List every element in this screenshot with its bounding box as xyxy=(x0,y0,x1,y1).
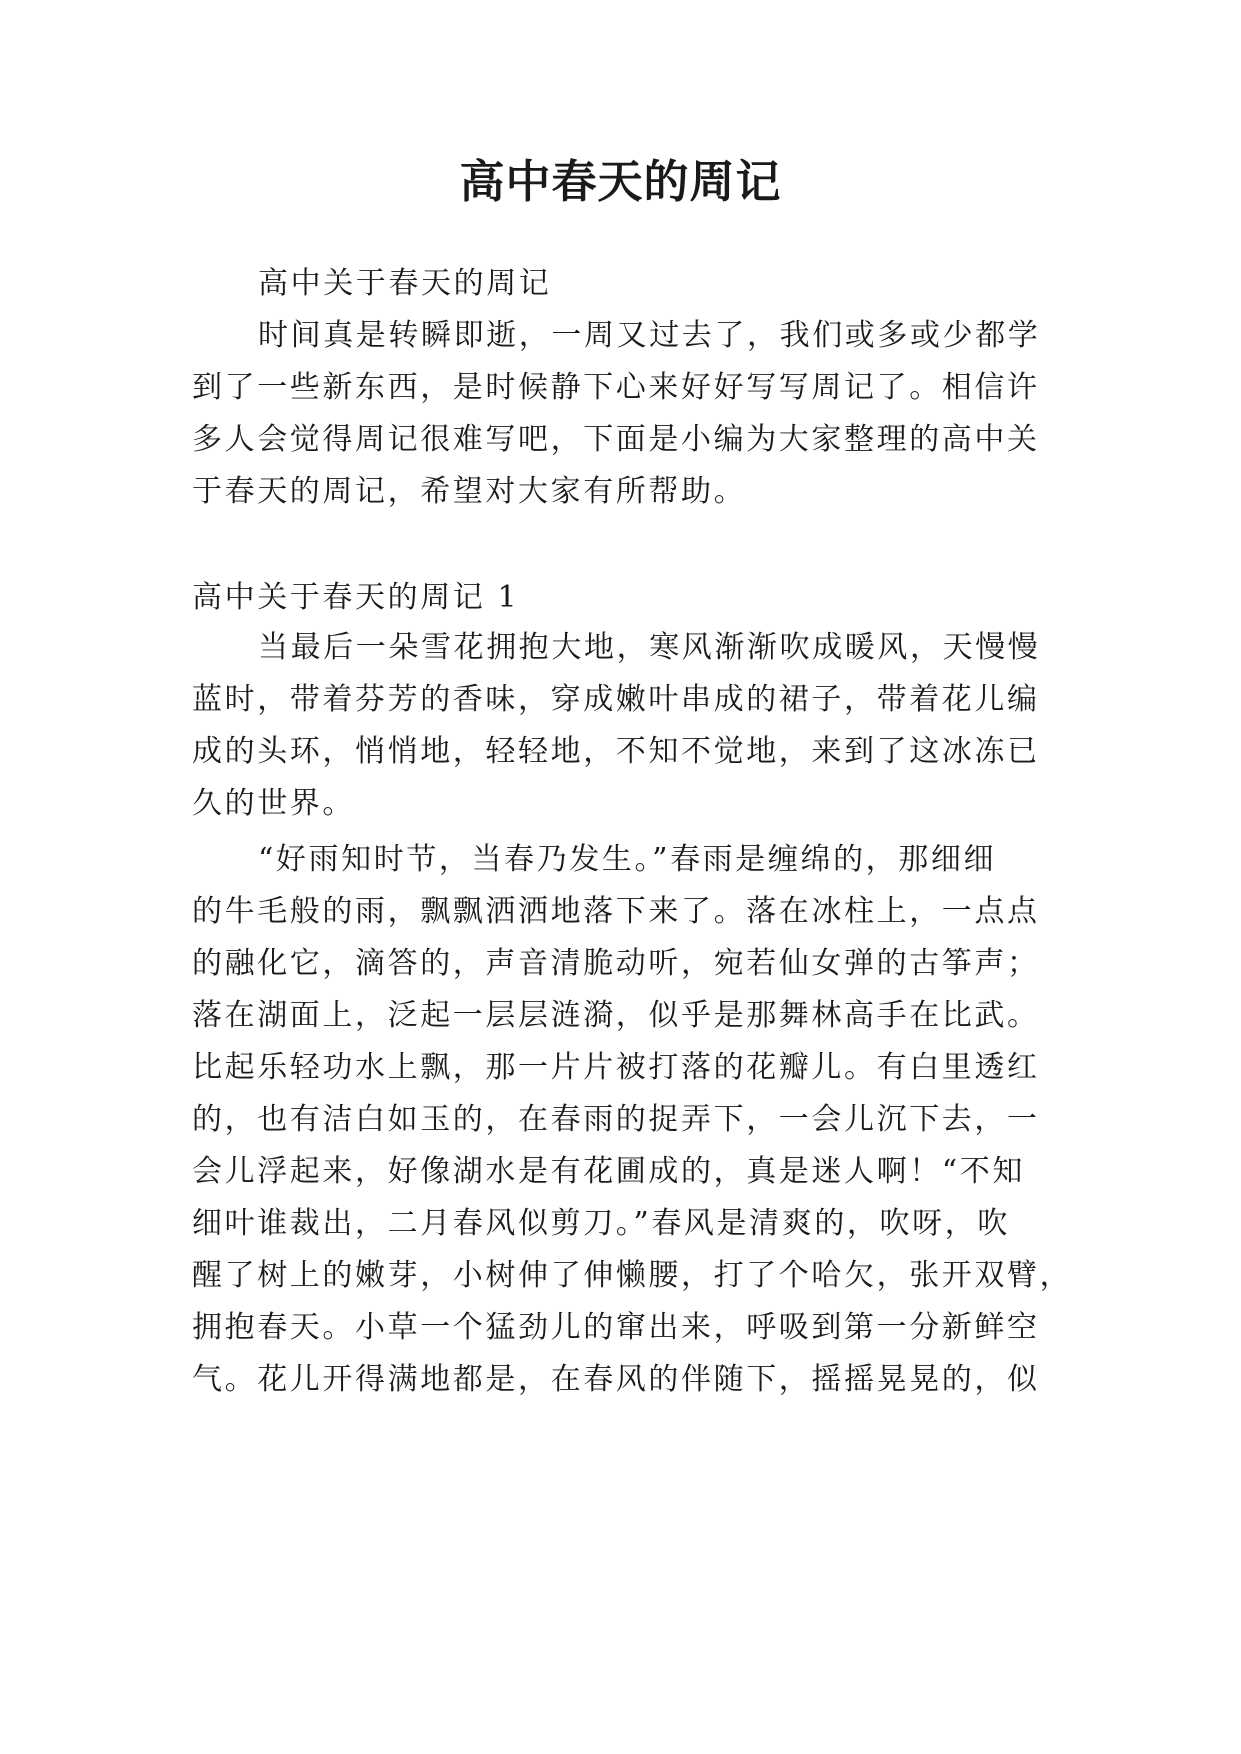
paragraph-line: 久的世界。 xyxy=(192,786,355,821)
intro-line: 多人会觉得周记很难写吧，下面是小编为大家整理的高中关 xyxy=(192,422,1040,457)
paragraph-line: 成的头环，悄悄地，轻轻地，不知不觉地，来到了这冰冻已 xyxy=(192,734,1040,769)
intro-line: 于春天的周记，希望对大家有所帮助。 xyxy=(192,474,747,509)
paragraph-line: 拥抱春天。小草一个猛劲儿的窜出来，呼吸到第一分新鲜空 xyxy=(192,1310,1040,1345)
section-heading: 高中关于春天的周记 1 xyxy=(192,580,520,615)
page-title: 高中春天的周记 xyxy=(459,155,782,208)
intro-line: 时间真是转瞬即逝，一周又过去了，我们或多或少都学 xyxy=(258,318,1041,353)
paragraph-line: 落在湖面上，泛起一层层涟漪，似乎是那舞林高手在比武。 xyxy=(192,998,1040,1033)
paragraph-line: “好雨知时节，当春乃发生。”春雨是缠绵的，那细细 xyxy=(258,842,997,877)
paragraph-line: 醒了树上的嫩芽，小树伸了伸懒腰，打了个哈欠，张开双臂， xyxy=(192,1258,1073,1293)
paragraph-line: 当最后一朵雪花拥抱大地，寒风渐渐吹成暖风，天慢慢 xyxy=(258,630,1041,665)
paragraph-line: 会儿浮起来，好像湖水是有花圃成的，真是迷人啊！“不知 xyxy=(192,1154,1025,1189)
paragraph-line: 比起乐轻功水上飘，那一片片被打落的花瓣儿。有白里透红 xyxy=(192,1050,1040,1085)
paragraph-line: 的，也有洁白如玉的，在春雨的捉弄下，一会儿沉下去，一 xyxy=(192,1102,1040,1137)
paragraph-line: 蓝时，带着芬芳的香味，穿成嫩叶串成的裙子，带着花儿编 xyxy=(192,682,1040,717)
paragraph-line: 的融化它，滴答的，声音清脆动听，宛若仙女弹的古筝声； xyxy=(192,946,1040,981)
paragraph-line: 气。花儿开得满地都是，在春风的伴随下，摇摇晃晃的，似 xyxy=(192,1362,1040,1397)
intro-heading: 高中关于春天的周记 xyxy=(258,266,552,301)
paragraph-line: 细叶谁裁出，二月春风似剪刀。”春风是清爽的，吹呀，吹 xyxy=(192,1206,1010,1241)
paragraph-line: 的牛毛般的雨，飘飘洒洒地落下来了。落在冰柱上，一点点 xyxy=(192,894,1040,929)
intro-line: 到了一些新东西，是时候静下心来好好写写周记了。相信许 xyxy=(192,370,1040,405)
